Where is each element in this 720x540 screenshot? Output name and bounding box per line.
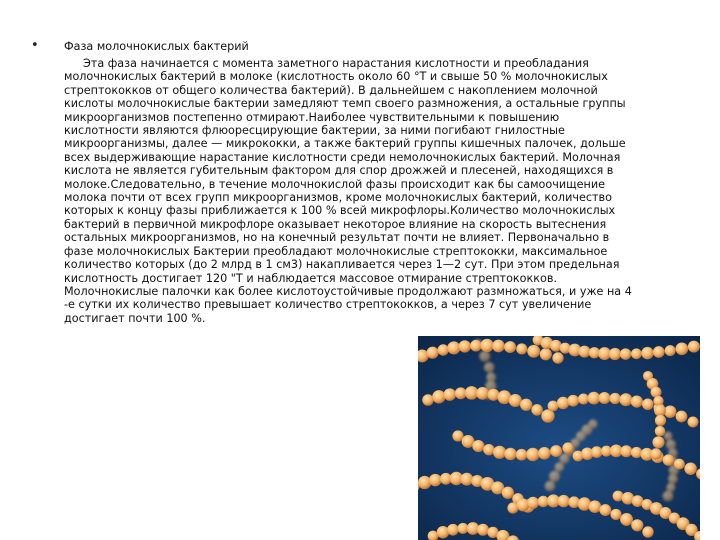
coccus-cell (559, 453, 569, 463)
coccus-cell (472, 440, 484, 452)
micrograph-svg (418, 336, 700, 540)
body-line: достигает почти 100 %. (64, 311, 206, 325)
coccus-cell (567, 395, 579, 407)
coccus-cell (504, 448, 516, 460)
body-line: Молочнокислые палочки как более кислотоустойчивые продолжают размножаться, и уже на 4 (64, 284, 632, 298)
coccus-cell (668, 474, 678, 484)
coccus-cell (520, 399, 532, 411)
coccus-cell (483, 444, 494, 455)
coccus-cell (653, 396, 663, 406)
coccus-cell (666, 439, 676, 449)
coccus-cell (540, 348, 552, 360)
coccus-cell (516, 449, 528, 461)
coccus-cell (631, 519, 643, 531)
body-line: всех выдерживающие нарастание кислотности среди немолочнокислых бактерий. Молочная (64, 150, 621, 164)
coccus-cell (432, 390, 445, 403)
coccus-cell (538, 447, 551, 460)
coccus-cell (578, 393, 589, 404)
body-line: кислота не является губительным фактором для спор дрожжей и плесеней, находящихся в (64, 164, 614, 178)
coccus-cell (437, 526, 449, 538)
coccus-cell (655, 426, 666, 437)
coccus-cell (684, 462, 696, 474)
coccus-cell (562, 442, 573, 453)
body-line: кислотность достигает 120 "Т и наблюдается массовое отмирание стрептококков. (64, 271, 558, 285)
coccus-cell (545, 481, 556, 492)
coccus-cell (664, 405, 676, 417)
coccus-cell (579, 346, 591, 358)
coccus-cell (422, 394, 434, 406)
coccus-cell (620, 348, 632, 360)
coccus-cell (652, 436, 664, 448)
coccus-cell (493, 446, 506, 459)
coccus-cell (447, 341, 460, 354)
coccus-cell (479, 351, 490, 362)
coccus-cell (438, 344, 449, 355)
coccus-cell (676, 411, 688, 423)
coccus-cell (620, 513, 633, 526)
coccus-cell (504, 341, 516, 353)
coccus-cell (609, 393, 620, 404)
coccus-cell (591, 446, 603, 458)
body-line: микроорганизмов постепенно отмирают.Наиболее чувствительными к повышению (64, 110, 560, 124)
bacteria-micrograph-image (418, 336, 700, 540)
body-line: стрептококков от общего количества бактерий). В дальнейшем с накоплением молочной (64, 83, 598, 97)
coccus-cell (609, 348, 621, 360)
coccus-cell (429, 474, 442, 487)
coccus-cell (550, 445, 562, 457)
coccus-cell (427, 347, 439, 359)
body-line: -е сутки их количество превышает количество стрептококков, а через 7 сут увеличение (64, 298, 592, 312)
coccus-cell (650, 448, 661, 459)
coccus-cell (663, 454, 675, 466)
coccus-cell (631, 348, 642, 359)
coccus-cell (631, 395, 643, 407)
coccus-cell (558, 495, 570, 507)
coccus-cell (459, 340, 471, 352)
body-line: молочнокислых бактерий в молоке (кислотность около 60 °Т и свыше 50 % молочнокислых (64, 70, 608, 84)
coccus-cell (654, 405, 666, 417)
coccus-cell (651, 387, 662, 398)
coccus-cell (557, 397, 569, 409)
coccus-cell (531, 404, 543, 416)
coccus-cell (476, 387, 489, 400)
coccus-cell (674, 459, 685, 470)
coccus-cell (631, 447, 642, 458)
body-line: фазе молочнокислых Бактерии преобладают молочнокислые стрептококки, максимальное (64, 244, 608, 258)
coccus-cell (526, 448, 539, 461)
body-line: микроорганизмы, далее — микрококки, а также бактерий группы кишечных палочек, дольше (64, 137, 626, 151)
section-heading: Фаза молочнокислых бактерий (64, 40, 249, 53)
body-line: молока почти от всех групп микроорганизмов, кроме молочнокислых бактерий, количество (64, 191, 612, 205)
coccus-cell (527, 345, 540, 358)
coccus-cell (444, 388, 457, 401)
coccus-cell (620, 445, 632, 457)
coccus-cell (487, 389, 499, 401)
body-line: остальных микроорганизмов, но на конечный результат почти не влияет. Первоначально в (64, 231, 610, 245)
coccus-cell (676, 342, 689, 355)
coccus-cell (655, 415, 666, 426)
coccus-cell (527, 497, 539, 509)
body-line: Эта фаза начинается с момента заметного нарастания кислотности и преобладания (83, 57, 589, 70)
coccus-cell (492, 340, 505, 353)
bullet-icon: • (31, 38, 39, 53)
coccus-cell (502, 487, 514, 499)
coccus-cell (552, 352, 563, 363)
body-line: кислоты молочнокислые бактерии замедляют темп своего размножения, а остальные группы (64, 97, 626, 111)
coccus-cell (642, 399, 654, 411)
coccus-cell (619, 393, 632, 406)
coccus-cell (663, 491, 674, 502)
coccus-cell (509, 394, 522, 407)
coccus-cell (455, 387, 467, 399)
coccus-cell (613, 491, 624, 502)
coccus-cell (480, 339, 493, 352)
coccus-cell (555, 462, 565, 472)
body-line: которых к концу фазы приближается к 100 % всей микрофлоры.Количество молочнокислых (64, 204, 616, 218)
coccus-cell (642, 526, 653, 537)
coccus-cell (599, 392, 611, 404)
coccus-cell (418, 476, 431, 489)
coccus-cell (460, 473, 473, 486)
coccus-cell (588, 392, 601, 405)
coccus-cell (549, 471, 560, 482)
coccus-cell (687, 416, 698, 427)
coccus-cell (470, 340, 482, 352)
body-line: молоке.Следовательно, в течение молочнокислой фазы происходит как бы самоочищение (64, 177, 605, 191)
coccus-cell (484, 362, 495, 373)
body-line: кислотности являются флюоресцирующие бактерии, за ними погибают гнилостные (64, 124, 565, 138)
coccus-cell (599, 504, 611, 516)
body-line: бактерий в первичной микрофлоре оказывает некоторое влияние на скорость вытеснения (64, 217, 607, 231)
coccus-cell (548, 401, 559, 412)
body-line: количество которых (до 2 млрд в 1 см3) накапливается через 1—2 сут. При этом предельная (64, 258, 620, 272)
coccus-cell (589, 500, 602, 513)
coccus-cell (477, 524, 489, 536)
coccus-cell (665, 345, 676, 356)
coccus-cell (653, 346, 665, 358)
coccus-cell (516, 343, 527, 354)
coccus-cell (641, 347, 653, 359)
coccus-cell (688, 341, 700, 353)
coccus-cell (610, 509, 621, 520)
body-paragraph (64, 57, 684, 325)
coccus-cell (447, 524, 459, 536)
